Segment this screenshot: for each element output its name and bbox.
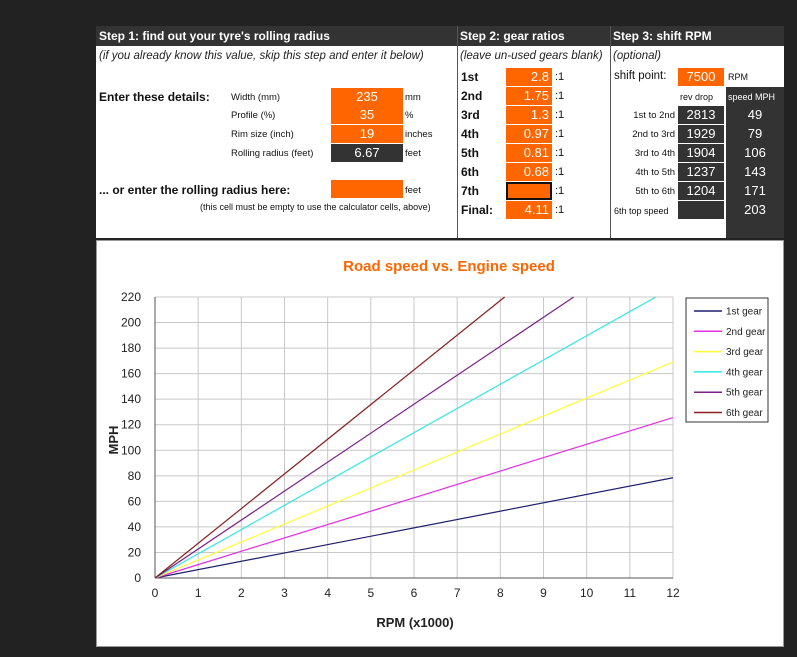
legend-label: 3rd gear — [726, 347, 764, 359]
series-line-4th-gear — [155, 297, 656, 578]
shift-row-label: 2nd to 3rd — [632, 129, 675, 140]
legend-label: 6th gear — [726, 408, 763, 419]
rolling-radius-unit: feet — [405, 148, 421, 159]
x-tick-label: 9 — [540, 586, 547, 600]
series-line-6th-gear — [155, 297, 505, 578]
width-unit: mm — [405, 92, 421, 103]
y-tick-label: 120 — [120, 417, 141, 432]
gear-label-2nd: 2nd — [461, 89, 483, 103]
step3-header: Step 3: shift RPM — [610, 26, 784, 46]
speed-mph-header: speed MPH — [728, 92, 776, 102]
rev-drop-value: 1929 — [678, 125, 724, 143]
gear-label-6th: 6th — [461, 165, 479, 179]
series-line-5th-gear — [155, 297, 574, 578]
rev-drop-value: 1904 — [678, 144, 724, 162]
legend-label: 2nd gear — [726, 326, 766, 338]
x-tick-label: 0 — [151, 586, 159, 600]
y-axis-ticks — [121, 290, 141, 585]
step2-header: Step 2: gear ratios — [457, 26, 610, 46]
x-tick-label: 5 — [367, 586, 375, 600]
y-tick-label: 40 — [127, 519, 141, 534]
rev-drop-value: 2813 — [678, 106, 724, 124]
rev-drop-value: 1237 — [678, 163, 724, 181]
gear-input-4th[interactable]: 0.97 — [506, 125, 552, 143]
gear-input-2nd[interactable]: 1.75 — [506, 87, 552, 105]
x-axis-ticks — [152, 586, 680, 600]
profile-label: Profile (%) — [231, 110, 276, 121]
width-label: Width (mm) — [231, 92, 281, 103]
ratio-suffix: :1 — [555, 109, 565, 121]
gear-input-6th[interactable]: 0.68 — [506, 163, 552, 181]
speed-mph-value: 143 — [727, 163, 783, 181]
legend-label: 5th gear — [726, 387, 763, 399]
or-enter-label: ... or enter the rolling radius here: — [99, 183, 291, 197]
x-tick-label: 2 — [237, 586, 245, 600]
ratio-suffix: :1 — [555, 185, 565, 197]
profile-input[interactable]: 35 — [331, 106, 403, 124]
speed-mph-value: 49 — [727, 106, 783, 124]
ratio-suffix: :1 — [555, 204, 565, 216]
rim-label: Rim size (inch) — [231, 129, 294, 140]
rim-unit: inches — [405, 129, 433, 140]
x-tick-label: 1 — [194, 586, 202, 600]
gear-label-3rd: 3rd — [461, 108, 480, 122]
chart-grid — [155, 297, 673, 578]
top-speed-label: 6th top speed — [614, 206, 669, 216]
ratio-suffix: :1 — [555, 71, 565, 83]
profile-unit: % — [405, 110, 414, 121]
y-tick-label: 160 — [120, 366, 141, 381]
x-tick-label: 6 — [410, 586, 418, 600]
gear-label-1st: 1st — [461, 70, 479, 84]
y-tick-label: 60 — [127, 494, 141, 509]
gear-label-final: Final: — [461, 203, 493, 217]
rev-drop-header: rev drop — [680, 92, 714, 102]
x-tick-label: 11 — [623, 586, 637, 600]
y-tick-label: 20 — [127, 545, 141, 560]
y-tick-label: 180 — [120, 341, 141, 356]
step1-header: Step 1: find out your tyre's rolling radius — [96, 26, 457, 46]
enter-details-label: Enter these details: — [99, 90, 210, 104]
width-input[interactable]: 235 — [331, 88, 403, 106]
gear-label-7th: 7th — [461, 184, 479, 198]
x-tick-label: 12 — [666, 586, 680, 600]
x-tick-label: 8 — [496, 586, 504, 600]
x-tick-label: 10 — [579, 586, 594, 600]
y-tick-label: 200 — [120, 315, 141, 330]
gear-label-4th: 4th — [461, 127, 479, 141]
gear-label-5th: 5th — [461, 146, 479, 160]
speed-mph-value: 171 — [727, 182, 783, 200]
shift-row-label: 5th to 6th — [635, 186, 675, 197]
rolling-radius-label: Rolling radius (feet) — [231, 148, 314, 159]
ratio-suffix: :1 — [555, 128, 565, 140]
gear-input-5th[interactable]: 0.81 — [506, 144, 552, 162]
rev-drop-value: 1204 — [678, 182, 724, 200]
rim-input[interactable]: 19 — [331, 125, 403, 143]
ratio-suffix: :1 — [555, 90, 565, 102]
footnote: (this cell must be empty to use the calculator cells, above) — [200, 202, 431, 212]
x-tick-label: 4 — [324, 586, 332, 600]
y-tick-label: 80 — [127, 468, 141, 483]
rolling-radius-input-unit: feet — [405, 185, 421, 196]
legend-label: 1st gear — [726, 306, 763, 318]
shift-point-input[interactable]: 7500 — [678, 68, 724, 86]
chart-title: Road speed vs. Engine speed — [343, 258, 555, 275]
y-tick-label: 0 — [134, 571, 141, 585]
shift-row-label: 4th to 5th — [635, 167, 675, 178]
y-tick-label: 140 — [120, 392, 141, 407]
top-speed-value: 203 — [727, 201, 783, 219]
y-axis-label: MPH — [106, 425, 121, 455]
shift-point-unit: RPM — [728, 72, 748, 82]
ratio-suffix: :1 — [555, 147, 565, 159]
shift-row-label: 1st to 2nd — [633, 110, 675, 121]
speed-mph-value: 79 — [727, 125, 783, 143]
step2-note: (leave un-used gears blank) — [460, 50, 603, 62]
x-axis-label: RPM (x1000) — [376, 615, 454, 630]
y-tick-label: 220 — [120, 290, 141, 304]
x-tick-label: 7 — [453, 586, 461, 600]
legend-label: 4th gear — [726, 367, 763, 379]
x-tick-label: 3 — [281, 586, 288, 600]
step1-note: (if you already know this value, skip this step and enter it below) — [99, 50, 424, 62]
gear-input-3rd[interactable]: 1.3 — [506, 106, 552, 124]
gear-input-1st[interactable]: 2.8 — [506, 68, 552, 86]
gear-input-final[interactable]: 4.11 — [506, 201, 552, 219]
shift-row-label: 3rd to 4th — [634, 148, 675, 159]
step3-note: (optional) — [613, 50, 661, 62]
speed-mph-value: 106 — [727, 144, 783, 162]
ratio-suffix: :1 — [555, 166, 565, 178]
rolling-radius-value: 6.67 — [331, 144, 403, 162]
shift-point-label: shift point: — [614, 70, 667, 82]
y-tick-label: 100 — [120, 443, 141, 458]
